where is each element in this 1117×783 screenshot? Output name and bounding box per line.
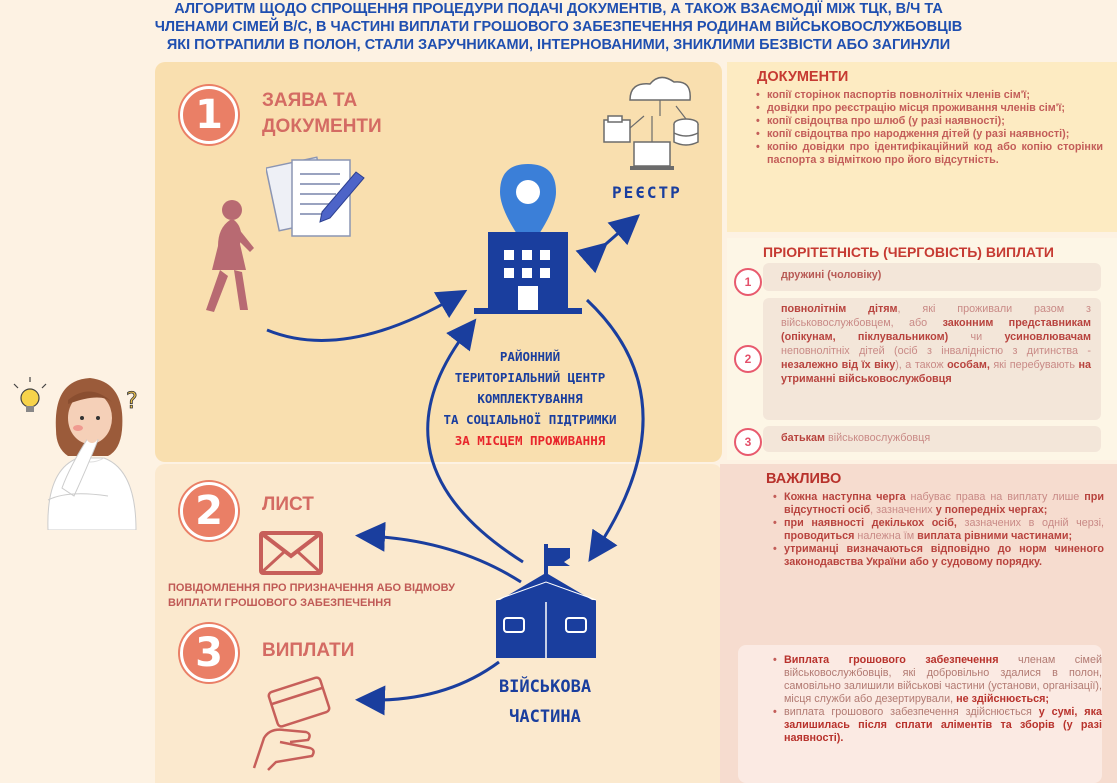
priority-row-2 xyxy=(763,298,1101,420)
documents-item: • копії сторінок паспортів повнолітніх членів сім'ї; xyxy=(767,89,1103,102)
priority-row-2-text xyxy=(763,298,1101,386)
i2-segment: проводиться xyxy=(784,530,855,542)
documents-list xyxy=(753,89,1103,167)
title-line-2: ЧЛЕНАМИ СІМЕЙ В/С, В ЧАСТИНІ ВИПЛАТИ ГРОШОВОГО ЗАБЕЗПЕЧЕННЯ РОДИНАМ ВІЙСЬКОВОСЛУЖБОВЦІВ xyxy=(154,19,963,35)
center-line-2: ТЕРИТОРІАЛЬНИЙ ЦЕНТР xyxy=(454,370,606,385)
p2-segment: ), а також xyxy=(895,359,948,371)
center-line-1: РАЙОННИЙ xyxy=(499,349,561,364)
notice-text xyxy=(168,581,498,611)
documents-item: • копію довідки про ідентифікаційний код або копію сторінки паспорта з відміткою про його відсутність. xyxy=(767,141,1103,167)
title-line-3: ЯКІ ПОТРАПИЛИ В ПОЛОН, СТАЛИ ЗАРУЧНИКАМИ, ІНТЕРНОВАНИМИ, ЗНИКЛИМИ БЕЗВІСТИ АБО ЗАГИНУЛИ xyxy=(166,37,951,53)
military-unit-label xyxy=(480,672,610,732)
title-line-1: АЛГОРИТМ ЩОДО СПРОЩЕННЯ ПРОЦЕДУРИ ПОДАЧІ ДОКУМЕНТІВ, А ТАКОЖ ВЗАЄМОДІЇ МІЖ ТЦК, В/Ч ТА xyxy=(174,1,943,17)
priority-number-3: 3 xyxy=(734,428,762,456)
documents-box xyxy=(727,62,1117,232)
priority-header: ПРІОРІТЕТНІСТЬ (ЧЕРГОВІСТЬ) ВИПЛАТИ xyxy=(763,244,1054,260)
note-item-2 xyxy=(784,706,1102,745)
documents-item: • довідки про реєстрацію місця проживання членів сім'ї; xyxy=(767,102,1103,115)
i2-segment: при наявності декількох осіб, xyxy=(784,517,957,529)
i2-segment: належна їм xyxy=(854,530,918,542)
n2-segment: у сумі, яка залишилась після сплати аліментів та зборів (у разі наявності). xyxy=(784,706,1102,744)
documents-item: • копії свідоцтва про шлюб (у разі наявності); xyxy=(767,115,1103,128)
i1-segment: набуває права на виплату лише xyxy=(905,491,1085,503)
payment-note-box xyxy=(738,645,1102,783)
n1-segment: не здійснюється; xyxy=(956,693,1050,705)
priority-row-3-text xyxy=(763,426,1101,445)
p2-segment: незалежно від їх віку xyxy=(781,359,896,371)
i2-segment: виплата рівними частинами; xyxy=(917,530,1073,542)
territorial-center-label xyxy=(420,346,640,451)
step-1-number: 1 xyxy=(180,86,238,144)
n1-segment: членам сімей військовослужбовців, які добровільно здалися в полон, самовільно залишили військові частини (установи, організації), місця служби або дезертирували, xyxy=(784,654,1102,705)
p2-segment: повнолітнім дітям xyxy=(781,303,898,315)
i1-segment: у попередніх чергах; xyxy=(935,504,1048,516)
p3-segment: батькам xyxy=(781,432,825,444)
important-item-3 xyxy=(784,543,1104,569)
n1-segment: Виплата грошового забезпечення xyxy=(784,654,999,666)
documents-item: • копії свідоцтва про народження дітей (у разі наявності); xyxy=(767,128,1103,141)
n2-segment: виплата грошового забезпечення здійснюється xyxy=(784,706,1039,718)
note-item-1 xyxy=(784,654,1102,706)
p2-segment: чи xyxy=(948,331,1005,343)
step-3-label: ВИПЛАТИ xyxy=(262,640,355,661)
priority-row-3 xyxy=(763,426,1101,452)
center-line-4: ТА СОЦІАЛЬНОЇ ПІДТРИМКИ xyxy=(443,412,617,427)
registry-label: РЕЄСТР xyxy=(612,183,682,202)
p2-segment: усиновлювачам xyxy=(1004,331,1091,343)
p2-segment: які перебувають xyxy=(989,359,1079,371)
i1-segment: Кожна наступна черга xyxy=(784,491,906,503)
i1-segment: при відсутності осіб xyxy=(784,491,1105,516)
priority-row-1 xyxy=(763,263,1101,291)
i1-segment: , зазначених xyxy=(870,504,936,516)
step-1-label-line-2: ДОКУМЕНТИ xyxy=(262,116,382,137)
p2-segment: , які проживали разом з військовослужбовцем, або xyxy=(781,303,1091,329)
p2-segment: особам, xyxy=(947,359,990,371)
important-item-1 xyxy=(784,491,1104,517)
military-line-1: ВІЙСЬКОВА xyxy=(498,677,592,697)
priority-number-2: 2 xyxy=(734,345,762,373)
notice-line-2: ВИПЛАТИ ГРОШОВОГО ЗАБЕЗПЕЧЕННЯ xyxy=(168,597,392,609)
important-item-2 xyxy=(784,517,1104,543)
p2-segment: на утриманні військовослужбовця xyxy=(781,359,1091,385)
step-1-label-line-1: ЗАЯВА ТА xyxy=(262,90,358,111)
p2-segment: законним представникам (опікунам, піклувальником) xyxy=(781,317,1092,343)
p3-segment: військовослужбовця xyxy=(825,432,931,444)
thinking-woman-icon xyxy=(8,370,158,530)
svg-text:?: ? xyxy=(126,389,138,414)
step-3-number: 3 xyxy=(180,624,238,682)
notice-line-1: ПОВІДОМЛЕННЯ ПРО ПРИЗНАЧЕННЯ АБО ВІДМОВУ xyxy=(168,582,456,594)
database-computer-icon xyxy=(600,72,704,172)
priority-row-1-text: дружині (чоловіку) xyxy=(781,269,882,281)
military-line-2: ЧАСТИНА xyxy=(509,707,581,727)
card-payment-icon xyxy=(250,676,334,772)
important-header: ВАЖЛИВО xyxy=(766,471,842,487)
documents-header: ДОКУМЕНТИ xyxy=(757,69,849,85)
envelope-icon xyxy=(258,530,324,576)
center-line-3: КОМПЛЕКТУВАННЯ xyxy=(477,391,583,406)
i2-segment: зазначених в одній черзі, xyxy=(956,517,1105,529)
p2-segment: неповнолітніх дітей (осіб з інвалідністю з дитинства - xyxy=(781,345,1091,357)
page-title xyxy=(0,0,1117,58)
payment-note-list xyxy=(770,654,1102,745)
step-2-number: 2 xyxy=(180,482,238,540)
priority-number-1: 1 xyxy=(734,268,762,296)
territorial-center-building-icon xyxy=(470,160,586,316)
center-line-5: ЗА МІСЦЕМ ПРОЖИВАННЯ xyxy=(454,433,606,448)
i3-segment: утриманці визначаються відповідно до норм чиненого законодавства України або у судовому порядку. xyxy=(784,543,1104,568)
important-list xyxy=(770,491,1104,569)
step-2-label: ЛИСТ xyxy=(262,494,314,515)
military-tent-icon xyxy=(490,544,600,662)
